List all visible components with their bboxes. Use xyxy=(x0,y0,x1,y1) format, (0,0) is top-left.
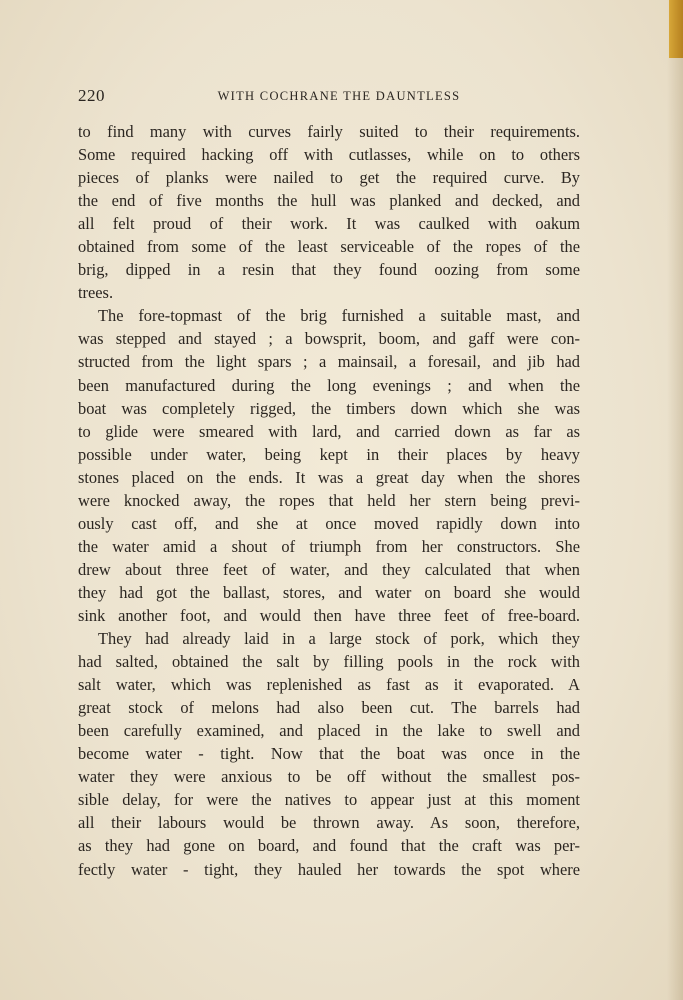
page-header xyxy=(78,86,580,108)
page-edge-shadow xyxy=(667,0,683,1000)
text-line: they had got the ballast, stores, and water on board she would xyxy=(78,582,580,602)
text-line: ously cast off, and she at once moved rapidly down into xyxy=(78,513,580,533)
text-line: all felt proud of their work. It was caulked with oakum xyxy=(78,214,580,234)
running-head: WITH COCHRANE THE DAUNTLESS xyxy=(217,89,461,103)
page-number: 220 xyxy=(78,86,105,105)
text-line: been carefully examined, and placed in the lake to swell and xyxy=(78,721,580,741)
text-line: to find many with curves fairly suited to their requirements. xyxy=(78,122,580,141)
text-line: drew about three feet of water, and they calculated that when xyxy=(78,559,580,579)
text-line: become water - tight. Now that the boat was once in the xyxy=(78,744,580,764)
text-line: salt water, which was replenished as fast as it evaporated. A xyxy=(78,675,580,695)
text-line: were knocked away, the ropes that held her stern being previ- xyxy=(78,490,580,510)
text-line: brig, dipped in a resin that they found oozing from some xyxy=(78,260,580,280)
text-line: fectly water - tight, they hauled her towards the spot where xyxy=(78,859,580,879)
paragraph-3 xyxy=(78,627,580,881)
text-line: stones placed on the ends. It was a great day when the shores xyxy=(78,467,580,487)
text-line: to glide were smeared with lard, and carried down as far as xyxy=(78,421,580,441)
text-line: been manufactured during the long evenings ; and when the xyxy=(78,375,580,395)
text-line: They had already laid in a large stock of pork, which they xyxy=(98,629,580,649)
text-line: great stock of melons had also been cut. The barrels had xyxy=(78,698,580,718)
text-line: Some required hacking off with cutlasses, while on to others xyxy=(78,145,580,165)
text-line: as they had gone on board, and found that the craft was per- xyxy=(78,836,580,856)
paragraph-1 xyxy=(78,120,580,304)
text-line: trees. xyxy=(78,283,114,303)
text-line: boat was completely rigged, the timbers down which she was xyxy=(78,398,580,418)
text-line: structed from the light spars ; a mainsail, a foresail, and jib had xyxy=(78,352,580,372)
text-line: possible under water, being kept in their places by heavy xyxy=(78,444,580,464)
text-line: sink another foot, and would then have three feet of free-board. xyxy=(78,605,580,625)
text-line: The fore-topmast of the brig furnished a suitable mast, and xyxy=(98,306,580,326)
text-line: had salted, obtained the salt by filling pools in the rock with xyxy=(78,652,580,672)
paragraph-2 xyxy=(78,304,580,627)
text-line: pieces of planks were nailed to get the required curve. By xyxy=(78,168,580,188)
text-line: water they were anxious to be off without the smallest pos- xyxy=(78,767,580,787)
text-line: the water amid a shout of triumph from her constructors. She xyxy=(78,536,580,556)
text-line: all their labours would be thrown away. As soon, therefore, xyxy=(78,813,580,833)
text-line: the end of five months the hull was planked and decked, and xyxy=(78,191,580,211)
body-text xyxy=(78,120,580,881)
text-line: sible delay, for were the natives to appear just at this moment xyxy=(78,790,580,810)
text-line: obtained from some of the least serviceable of the ropes of the xyxy=(78,237,580,257)
text-line: was stepped and stayed ; a bowsprit, boom, and gaff were con- xyxy=(78,329,580,349)
